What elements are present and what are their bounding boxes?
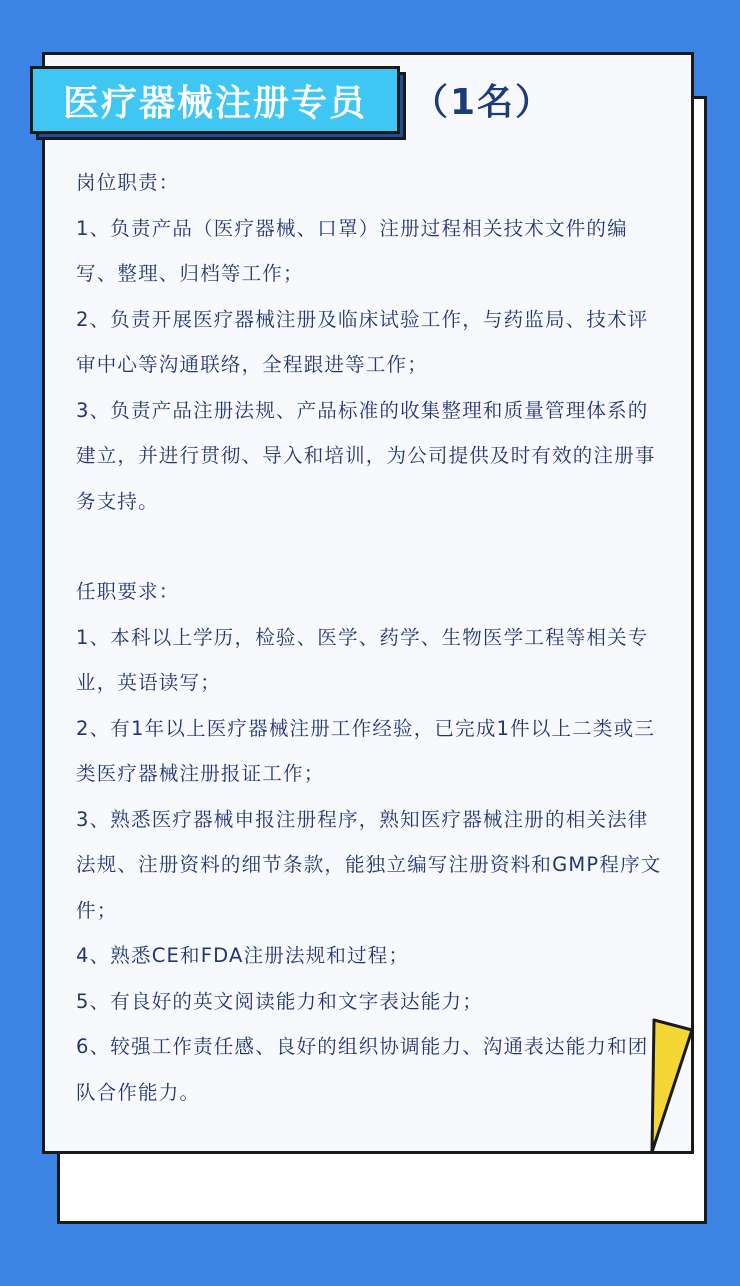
responsibility-item: 1、负责产品（医疗器械、口罩）注册过程相关技术文件的编写、整理、归档等工作； [76,216,628,285]
title-box [30,66,400,134]
responsibilities-heading: 岗位职责： [76,171,180,194]
section-gap [76,524,666,569]
requirement-item: 5、有良好的英文阅读能力和文字表达能力； [76,989,483,1013]
responsibility-item: 2、负责开展医疗器械注册及临床试验工作，与药监局、技术评审中心等沟通联络，全程跟进等工作； [76,307,649,376]
job-title: 医疗器械注册专员 [62,82,367,124]
headcount: （1名） [412,82,554,123]
requirement-item: 3、熟悉医疗器械申报注册程序，熟知医疗器械注册的相关法律法规、注册资料的细节条款，能独立编写注册资料和GMP程序文件； [76,807,662,922]
job-description [76,160,666,1115]
requirements-heading: 任职要求： [76,580,180,603]
requirement-item: 1、本科以上学历，检验、医学、药学、生物医学工程等相关专业，英语读写； [76,625,649,694]
requirement-item: 6、较强工作责任感、良好的组织协调能力、沟通表达能力和团队合作能力。 [76,1035,649,1104]
requirement-item: 2、有1年以上医疗器械注册工作经验，已完成1件以上二类或三类医疗器械注册报证工作； [76,716,656,785]
requirement-item: 4、熟悉CE和FDA注册法规和过程； [76,944,410,967]
responsibility-item: 3、负责产品注册法规、产品标准的收集整理和质量管理体系的建立，并进行贯彻、导入和培训，为公司提供及时有效的注册事务支持。 [76,398,656,513]
